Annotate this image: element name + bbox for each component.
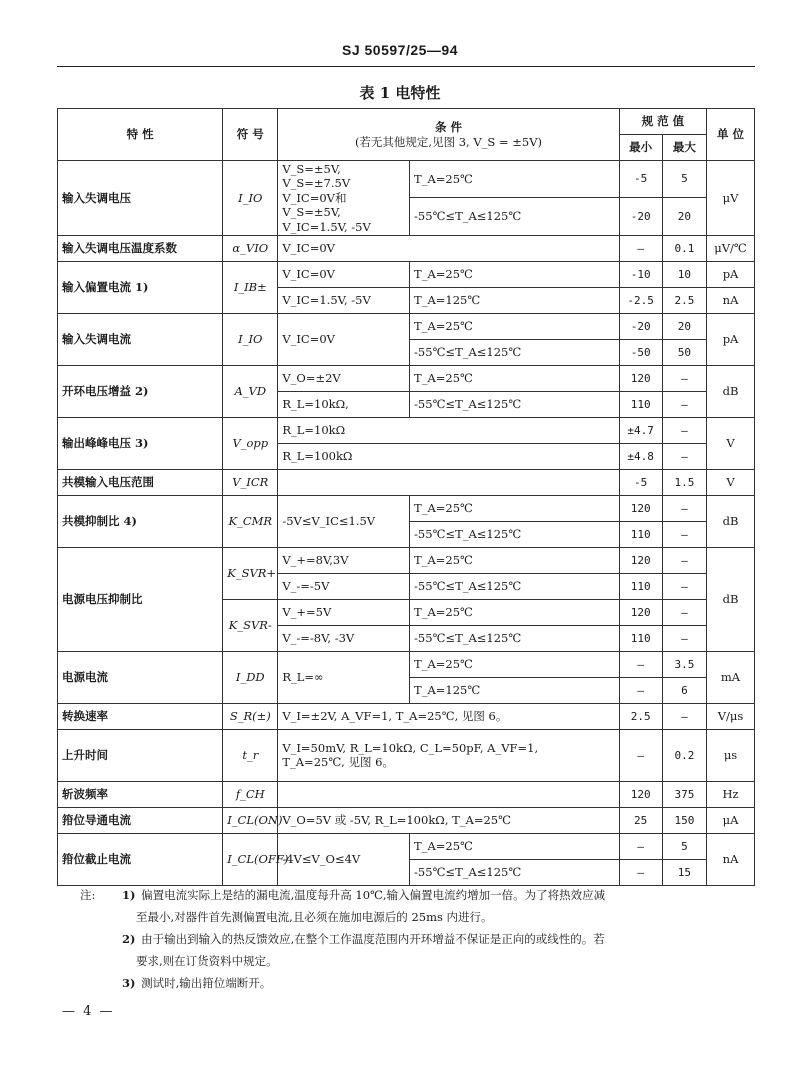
table-row	[58, 417, 755, 443]
standard-id: SJ 50597/25—94	[342, 42, 458, 58]
condition	[278, 235, 619, 261]
min-value: ±4.7	[619, 417, 662, 443]
table-row	[58, 469, 755, 495]
condition-line: V_I=50mV, R_L=10kΩ, C_L=50pF, A_VF=1,	[282, 741, 539, 755]
table-header-row	[58, 109, 755, 135]
characteristic-name: 输入失调电流	[58, 313, 223, 365]
unit: dB	[707, 495, 755, 547]
note-3-number: 3)	[122, 976, 136, 990]
unit: μV	[707, 161, 755, 236]
symbol: I_IO	[223, 313, 278, 365]
table-row	[58, 807, 755, 833]
temperature-condition: T_A=25℃	[410, 651, 620, 677]
temperature-condition: T_A=125℃	[410, 287, 620, 313]
max-value: —	[662, 365, 706, 391]
unit: pA	[707, 261, 755, 287]
max-value: —	[662, 599, 706, 625]
max-value: —	[662, 391, 706, 417]
temperature-condition: T_A=125℃	[410, 677, 620, 703]
temperature-condition: T_A=25℃	[410, 547, 620, 573]
table-row	[58, 495, 755, 521]
condition: V_O=±2V	[278, 365, 410, 391]
header-limits: 规 范 值	[619, 109, 706, 135]
symbol: I_IO	[223, 161, 278, 236]
symbol: f_CH	[223, 781, 278, 807]
min-value: —	[619, 729, 662, 781]
characteristic-name: 共模输入电压范围	[58, 469, 223, 495]
symbol: I_IB±	[223, 261, 278, 313]
characteristic-name: 箝位截止电流	[58, 833, 223, 885]
max-value: 150	[662, 807, 706, 833]
condition: -4V≤V_O≤4V	[278, 833, 410, 885]
note-2-text-a: 由于输出到输入的热反馈效应,在整个工作温度范围内开环增益不保证是正向的或线性的。若	[141, 932, 605, 946]
max-value: 3.5	[662, 651, 706, 677]
table-title: 表 1 电特性	[359, 84, 441, 102]
min-value: -50	[619, 339, 662, 365]
note-1-text-a: 偏置电流实际上是结的漏电流,温度每升高 10℃,输入偏置电流约增加一倍。为了将热效应减	[141, 888, 606, 902]
max-value: —	[662, 625, 706, 651]
temperature-condition: -55℃≤T_A≤125℃	[410, 339, 620, 365]
temperature-condition: T_A=25℃	[410, 833, 620, 859]
unit: V	[707, 417, 755, 469]
min-value: —	[619, 859, 662, 885]
notes-lead: 注:	[80, 888, 96, 902]
characteristic-name: 输出峰峰电压 3)	[58, 417, 223, 469]
min-value: 110	[619, 521, 662, 547]
condition: R_L=10kΩ,	[278, 391, 410, 417]
temperature-condition: -55℃≤T_A≤125℃	[410, 198, 620, 235]
temperature-condition: -55℃≤T_A≤125℃	[410, 625, 620, 651]
symbol: V_ICR	[223, 469, 278, 495]
header-symbol: 符 号	[223, 109, 278, 161]
condition: R_L=10kΩ	[278, 417, 619, 443]
min-value: 120	[619, 365, 662, 391]
min-value: 120	[619, 547, 662, 573]
condition	[278, 729, 619, 781]
temperature-condition: -55℃≤T_A≤125℃	[410, 521, 620, 547]
header-conditions	[278, 109, 619, 161]
temperature-condition: T_A=25℃	[410, 313, 620, 339]
characteristic-name: 箝位导通电流	[58, 807, 223, 833]
min-value: -2.5	[619, 287, 662, 313]
note-2	[80, 928, 740, 972]
condition	[278, 703, 619, 729]
symbol: V_opp	[223, 417, 278, 469]
symbol: I_DD	[223, 651, 278, 703]
max-value: 20	[662, 198, 706, 235]
condition: -5V≤V_IC≤1.5V	[278, 495, 410, 547]
min-value: 25	[619, 807, 662, 833]
header-unit: 单 位	[707, 109, 755, 161]
unit: μV/℃	[707, 235, 755, 261]
table-row	[58, 161, 755, 198]
symbol: S_R(±)	[223, 703, 278, 729]
table-row	[58, 729, 755, 781]
max-value: —	[662, 417, 706, 443]
symbol: α_VIO	[223, 235, 278, 261]
max-value: 6	[662, 677, 706, 703]
note-1	[80, 884, 740, 928]
max-value: —	[662, 573, 706, 599]
condition: V_+=8V,3V	[278, 547, 410, 573]
condition: R_L=∞	[278, 651, 410, 703]
characteristic-name: 转换速率	[58, 703, 223, 729]
characteristic-name: 输入偏置电流 1)	[58, 261, 223, 313]
characteristic-name: 输入失调电压	[58, 161, 223, 236]
condition-line: V_I=±2V, A_VF=1, T_A=25℃, 见图 6。	[282, 709, 508, 724]
header-characteristic: 特 性	[58, 109, 223, 161]
condition: V_-=-8V, -3V	[278, 625, 410, 651]
min-value: —	[619, 677, 662, 703]
page-number: — 4 —	[62, 1004, 115, 1019]
condition-line: T_A=25℃, 见图 6。	[282, 755, 394, 770]
max-value: 5	[662, 161, 706, 198]
condition: V_-=-5V	[278, 573, 410, 599]
note-2-text-b: 要求,则在订货资料中规定。	[136, 954, 278, 968]
min-value: 120	[619, 599, 662, 625]
electrical-characteristics-table	[57, 108, 755, 886]
condition: R_L=100kΩ	[278, 443, 619, 469]
max-value: 375	[662, 781, 706, 807]
table-row	[58, 313, 755, 339]
temperature-condition: T_A=25℃	[410, 599, 620, 625]
condition-line: V_IC=0V	[282, 241, 335, 256]
unit: nA	[707, 287, 755, 313]
min-value: 2.5	[619, 703, 662, 729]
condition	[278, 781, 619, 807]
unit: dB	[707, 365, 755, 417]
min-value: 110	[619, 625, 662, 651]
max-value: 0.2	[662, 729, 706, 781]
table-row	[58, 235, 755, 261]
characteristic-name: 斩波频率	[58, 781, 223, 807]
condition-line: V_O=5V 或 -5V, R_L=100kΩ, T_A=25℃	[282, 813, 511, 828]
note-3-text-a: 测试时,输出箝位端断开。	[141, 976, 272, 990]
min-value: -5	[619, 469, 662, 495]
header-conditions-line2: (若无其他规定,见图 3, V_S = ±5V)	[354, 134, 542, 149]
temperature-condition: -55℃≤T_A≤125℃	[410, 859, 620, 885]
unit: mA	[707, 651, 755, 703]
min-value: —	[619, 833, 662, 859]
characteristic-name: 电源电压抑制比	[58, 547, 223, 651]
max-value: 50	[662, 339, 706, 365]
max-value: 2.5	[662, 287, 706, 313]
max-value: 15	[662, 859, 706, 885]
unit: dB	[707, 547, 755, 651]
symbol: A_VD	[223, 365, 278, 417]
min-value: 120	[619, 781, 662, 807]
max-value: 1.5	[662, 469, 706, 495]
max-value: 20	[662, 313, 706, 339]
characteristic-name: 共模抑制比 4)	[58, 495, 223, 547]
unit: μA	[707, 807, 755, 833]
characteristic-name: 开环电压增益 2)	[58, 365, 223, 417]
characteristic-name: 电源电流	[58, 651, 223, 703]
table-row	[58, 261, 755, 287]
max-value: —	[662, 495, 706, 521]
symbol: t_r	[223, 729, 278, 781]
condition: V_+=5V	[278, 599, 410, 625]
symbol: I_CL(ON)	[223, 807, 278, 833]
max-value: —	[662, 547, 706, 573]
symbol: K_CMR	[223, 495, 278, 547]
temperature-condition: T_A=25℃	[410, 365, 620, 391]
note-1-text-b: 至最小,对器件首先测偏置电流,且必须在施加电源后的 25ms 内进行。	[136, 910, 493, 924]
unit: pA	[707, 313, 755, 365]
unit: μs	[707, 729, 755, 781]
unit: V	[707, 469, 755, 495]
min-value: 120	[619, 495, 662, 521]
temperature-condition: -55℃≤T_A≤125℃	[410, 391, 620, 417]
condition: V_IC=0V	[278, 313, 410, 365]
header-conditions-line1: 条 件	[434, 120, 462, 135]
unit: nA	[707, 833, 755, 885]
table-row	[58, 833, 755, 859]
min-value: -5	[619, 161, 662, 198]
max-value: —	[662, 521, 706, 547]
min-value: -20	[619, 313, 662, 339]
characteristic-name: 输入失调电压温度系数	[58, 235, 223, 261]
condition: V_IC=1.5V, -5V	[278, 287, 410, 313]
temperature-condition: T_A=25℃	[410, 261, 620, 287]
max-value: 10	[662, 261, 706, 287]
min-value: -20	[619, 198, 662, 235]
min-value: —	[619, 235, 662, 261]
temperature-condition: T_A=25℃	[410, 161, 620, 198]
header-min: 最小	[619, 135, 662, 161]
condition: V_IC=0V	[278, 261, 410, 287]
min-value: 110	[619, 573, 662, 599]
max-value: —	[662, 443, 706, 469]
note-3	[80, 972, 740, 994]
symbol: I_CL(OFF)	[223, 833, 278, 885]
unit: Hz	[707, 781, 755, 807]
table-row	[58, 781, 755, 807]
header-rule	[57, 66, 755, 67]
notes	[80, 884, 740, 994]
min-value: ±4.8	[619, 443, 662, 469]
max-value: 0.1	[662, 235, 706, 261]
temperature-condition: T_A=25℃	[410, 495, 620, 521]
characteristic-name: 上升时间	[58, 729, 223, 781]
temperature-condition: -55℃≤T_A≤125℃	[410, 573, 620, 599]
table-row	[58, 547, 755, 573]
condition	[278, 469, 619, 495]
symbol: K_SVR+	[223, 547, 278, 599]
symbol: K_SVR-	[223, 599, 278, 651]
min-value: -10	[619, 261, 662, 287]
condition: V_S=±5V, V_S=±7.5V V_IC=0V和 V_S=±5V, V_IC=1.5V, -5V	[278, 161, 410, 236]
table-row	[58, 703, 755, 729]
header-max: 最大	[662, 135, 706, 161]
table-row	[58, 365, 755, 391]
note-1-number: 1)	[122, 888, 136, 902]
unit: V/μs	[707, 703, 755, 729]
min-value: —	[619, 651, 662, 677]
max-value: —	[662, 703, 706, 729]
table-row	[58, 651, 755, 677]
min-value: 110	[619, 391, 662, 417]
max-value: 5	[662, 833, 706, 859]
condition	[278, 807, 619, 833]
note-2-number: 2)	[122, 932, 136, 946]
